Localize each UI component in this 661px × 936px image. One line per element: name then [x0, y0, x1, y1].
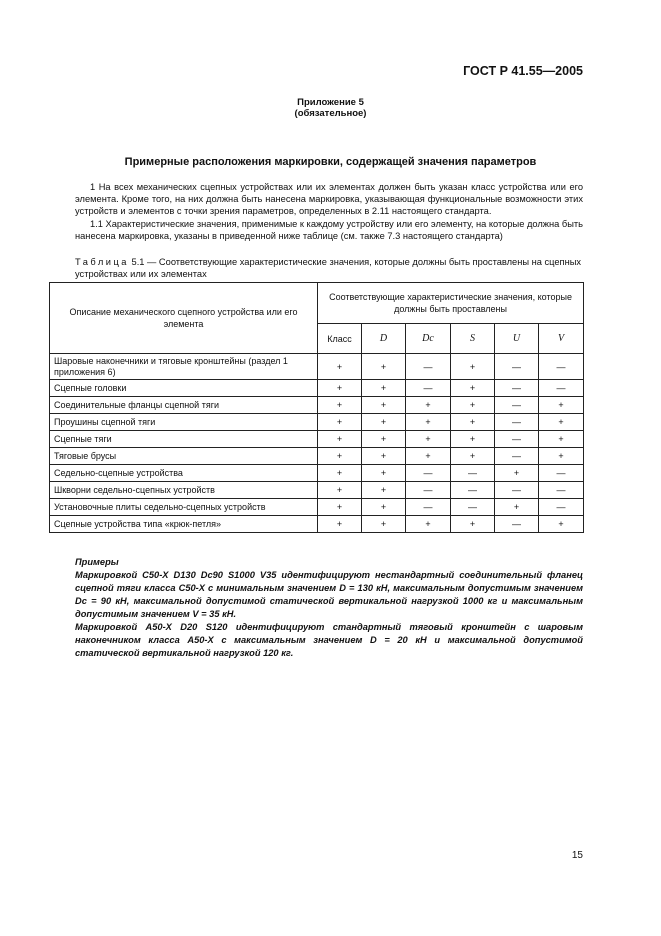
- cell: +: [318, 431, 362, 448]
- cell: +: [318, 414, 362, 431]
- cell: +: [451, 380, 495, 397]
- cell: +: [362, 516, 406, 533]
- desc-header: Описание механического сцепного устройства или его элемента: [50, 283, 318, 354]
- table-caption-label: Таблица: [75, 257, 129, 267]
- table-caption-text: 5.1 — Соответствующие характеристические значения, которые должны быть проставлены на сцепных устройствах или их элементах: [75, 257, 582, 279]
- cell: —: [495, 431, 539, 448]
- row-name: Проушины сцепной тяги: [50, 414, 318, 431]
- row-name: Тяговые брусы: [50, 448, 318, 465]
- cell: —: [406, 482, 451, 499]
- cell: +: [539, 397, 584, 414]
- cell: +: [406, 397, 451, 414]
- row-name: Сцепные тяги: [50, 431, 318, 448]
- cell: +: [451, 431, 495, 448]
- table-row: [50, 482, 584, 499]
- cell: +: [451, 354, 495, 380]
- cell: +: [451, 414, 495, 431]
- cell: +: [539, 414, 584, 431]
- row-name: Сцепные устройства типа «крюк-петля»: [50, 516, 318, 533]
- table-row: [50, 499, 584, 516]
- cell: —: [495, 448, 539, 465]
- table-row: [50, 448, 584, 465]
- row-name: Шаровые наконечники и тяговые кронштейны (раздел 1 приложения 6): [50, 354, 318, 380]
- cell: +: [451, 516, 495, 533]
- cell: +: [406, 431, 451, 448]
- paragraph-1-1-text: 1.1 Характеристические значения, применимые к каждому устройству или его элементу, на которые должна быть нанесена маркировка, указаны в приведенной ниже таблице (см. также 7.3 настоящего стандарта): [75, 219, 583, 241]
- cell: +: [451, 397, 495, 414]
- cell: —: [539, 499, 584, 516]
- cell: +: [318, 448, 362, 465]
- col-header-d: D: [362, 324, 406, 354]
- cell: —: [451, 465, 495, 482]
- examples-heading: Примеры: [75, 557, 119, 567]
- cell: +: [318, 354, 362, 380]
- characteristics-table: [49, 282, 584, 533]
- table-row: [50, 465, 584, 482]
- cell: —: [539, 354, 584, 380]
- cell: —: [451, 499, 495, 516]
- cell: +: [406, 448, 451, 465]
- cell: +: [362, 465, 406, 482]
- annex-title: Приложение 5: [297, 97, 364, 108]
- cell: +: [451, 448, 495, 465]
- cell: —: [495, 482, 539, 499]
- row-name: Седельно-сцепные устройства: [50, 465, 318, 482]
- row-name: Установочные плиты седельно-сцепных устройств: [50, 499, 318, 516]
- examples-block: [75, 556, 583, 660]
- annex-main-title: Примерные расположения маркировки, содержащей значения параметров: [124, 156, 537, 168]
- table-row: [50, 397, 584, 414]
- cell: +: [406, 516, 451, 533]
- paragraph-1-text: 1 На всех механических сцепных устройствах или их элементах должен быть указан класс устройства или его элемента. Кроме того, на них должна быть нанесена маркировка, указывающая функциональные возможности этих устройств и элементов с точки зрения параметров, определенных в 2.11 настоящего стандарта.: [75, 182, 583, 216]
- cell: +: [362, 448, 406, 465]
- table-row: [50, 414, 584, 431]
- cell: —: [495, 354, 539, 380]
- col-header-class: Класс: [318, 324, 362, 354]
- cell: —: [495, 516, 539, 533]
- cell: —: [495, 397, 539, 414]
- paragraph-1: [75, 181, 583, 217]
- table-row: [50, 380, 584, 397]
- cell: —: [406, 499, 451, 516]
- cell: +: [539, 431, 584, 448]
- table-row: [50, 354, 584, 380]
- cell: +: [539, 448, 584, 465]
- col-header-u: U: [495, 324, 539, 354]
- cell: +: [539, 516, 584, 533]
- cell: +: [318, 397, 362, 414]
- row-name: Шкворни седельно-сцепных устройств: [50, 482, 318, 499]
- table-caption: [75, 256, 583, 280]
- cell: —: [495, 414, 539, 431]
- cell: +: [362, 431, 406, 448]
- annex-heading: [0, 97, 661, 119]
- cell: —: [539, 482, 584, 499]
- table-row: [50, 431, 584, 448]
- cell: —: [539, 380, 584, 397]
- example-1: Маркировкой C50-X D130 Dc90 S1000 V35 идентифицируют нестандартный соединительный фланец сцепной тяги класса C50-X с минимальным значением D = 130 кН, максимальным допустимым значением Dc = 90 кН, максимальной допустимой статической вертикальной нагрузкой 1000 кг и максимальным допустимым значением V = 35 кН.: [75, 570, 583, 619]
- cell: —: [406, 380, 451, 397]
- cell: —: [406, 354, 451, 380]
- cell: —: [539, 465, 584, 482]
- page-number: 15: [571, 850, 583, 861]
- standard-number: ГОСТ Р 41.55—2005: [463, 64, 583, 78]
- cell: —: [495, 380, 539, 397]
- cell: +: [362, 397, 406, 414]
- annex-status: (обязательное): [294, 108, 367, 119]
- row-name: Соединительные фланцы сцепной тяги: [50, 397, 318, 414]
- row-name: Сцепные головки: [50, 380, 318, 397]
- cell: —: [406, 465, 451, 482]
- cell: +: [318, 499, 362, 516]
- cell: +: [362, 499, 406, 516]
- cell: +: [495, 465, 539, 482]
- cell: +: [362, 354, 406, 380]
- cell: +: [406, 414, 451, 431]
- paragraph-1-1: [75, 218, 583, 242]
- cell: +: [318, 465, 362, 482]
- table-row: [50, 516, 584, 533]
- cell: +: [318, 516, 362, 533]
- cell: +: [495, 499, 539, 516]
- cell: +: [362, 380, 406, 397]
- cell: +: [318, 380, 362, 397]
- col-header-dc: Dc: [406, 324, 451, 354]
- cell: +: [362, 414, 406, 431]
- col-header-v: V: [539, 324, 584, 354]
- cell: —: [451, 482, 495, 499]
- col-header-s: S: [451, 324, 495, 354]
- example-2: Маркировкой A50-X D20 S120 идентифицируют стандартный тяговый кронштейн с шаровым наконечником класса A50-X с максимальным значением D = 20 кН и максимальной допустимой статической вертикальной нагрузкой 120 кг.: [75, 622, 583, 658]
- values-header: Соответствующие характеристические значения, которые должны быть проставлены: [318, 283, 584, 324]
- cell: +: [362, 482, 406, 499]
- cell: +: [318, 482, 362, 499]
